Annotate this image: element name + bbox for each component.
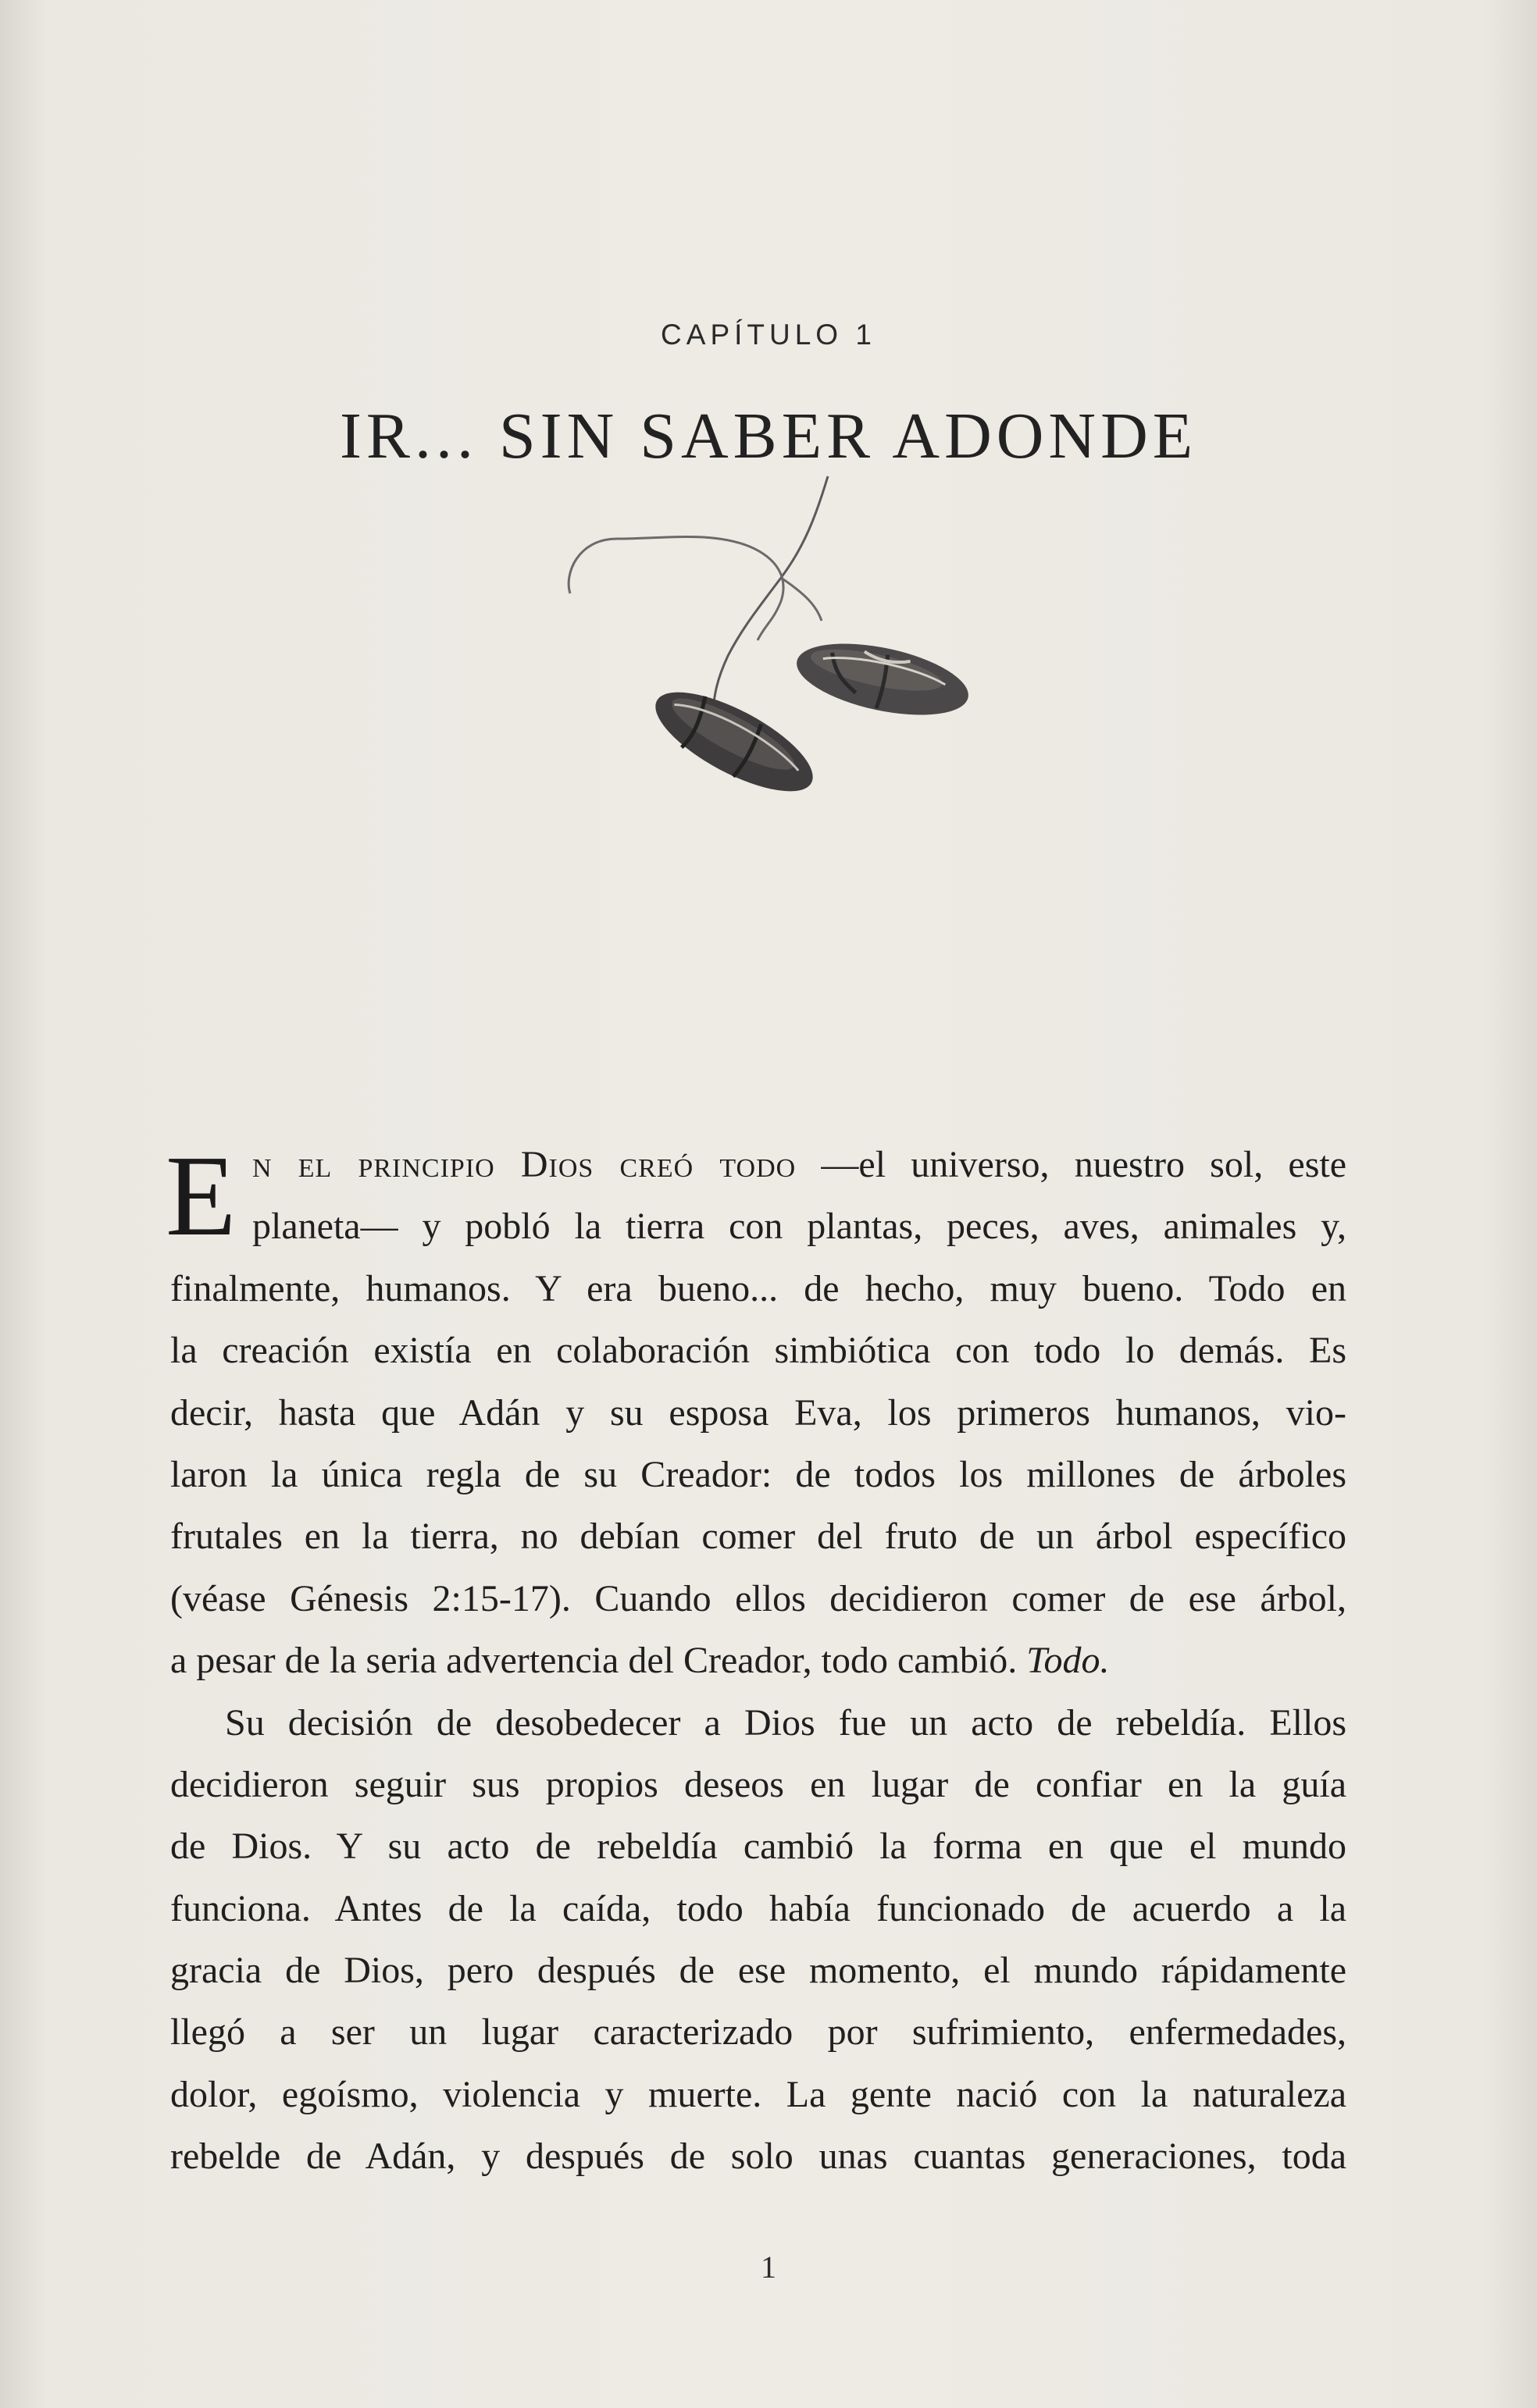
paragraph-2-line: gracia de Dios, pero después de ese momento, el mundo rápidamente xyxy=(170,1950,1346,1992)
paragraph-2-line: funciona. Antes de la caída, todo había funcionado de acuerdo a la xyxy=(170,1887,1346,1929)
paragraph-1-line: (véase Génesis 2:15-17). Cuando ellos decidieron comer de ese árbol, xyxy=(170,1577,1346,1619)
paragraph-1-last-line xyxy=(170,1630,1346,1691)
paragraph-1-italic-word: Todo. xyxy=(1026,1640,1110,1682)
paragraph-1-line: planeta— y pobló la tierra con plantas, peces, aves, animales y, xyxy=(252,1206,1346,1248)
paragraph-1-line: frutales en la tierra, no debían comer del fruto de un árbol específico xyxy=(170,1516,1346,1558)
page-number: 1 xyxy=(761,2249,776,2285)
paragraph-1-last-line-text: a pesar de la seria advertencia del Creador, todo cambió. xyxy=(170,1640,1027,1682)
left-sandal xyxy=(642,673,826,804)
right-sandal xyxy=(790,631,975,728)
paragraph-2-line: de Dios. Y su acto de rebeldía cambió la forma en que el mundo xyxy=(170,1826,1346,1868)
chapter-label: CAPÍTULO 1 xyxy=(661,319,876,351)
paragraph-2-line: decidieron seguir sus propios deseos en lugar de confiar en la guía xyxy=(170,1763,1346,1805)
paragraph-1-line: finalmente, humanos. Y era bueno... de hecho, muy bueno. Todo en xyxy=(170,1267,1346,1309)
chapter-title: IR... SIN SABER ADONDE xyxy=(339,400,1198,472)
sandals-illustration xyxy=(547,461,984,804)
body-text xyxy=(166,1132,1347,2188)
drop-cap: E xyxy=(166,1132,237,1260)
lead-in-smallcaps: n el principio Dios creó todo xyxy=(252,1144,797,1185)
paragraph-2-line: dolor, egoísmo, violencia y muerte. La gente nació con la naturaleza xyxy=(170,2073,1346,2115)
paragraph-1-line-1-rest: —el universo, nuestro sol, este xyxy=(796,1144,1347,1185)
paragraph-2-line: llegó a ser un lugar caracterizado por sufrimiento, enfermedades, xyxy=(170,2011,1346,2054)
paragraph-1-line: laron la única regla de su Creador: de todos los millones de árboles xyxy=(170,1453,1346,1495)
paragraph-2-line: rebelde de Adán, y después de solo unas cuantas generaciones, toda xyxy=(170,2135,1346,2178)
paragraph-1-line: la creación existía en colaboración simbiótica con todo lo demás. Es xyxy=(170,1330,1346,1372)
paragraph-2-line: Su decisión de desobedecer a Dios fue un acto de rebeldía. Ellos xyxy=(225,1701,1346,1744)
paragraph-1-line: decir, hasta que Adán y su esposa Eva, los primeros humanos, vio- xyxy=(170,1391,1346,1434)
